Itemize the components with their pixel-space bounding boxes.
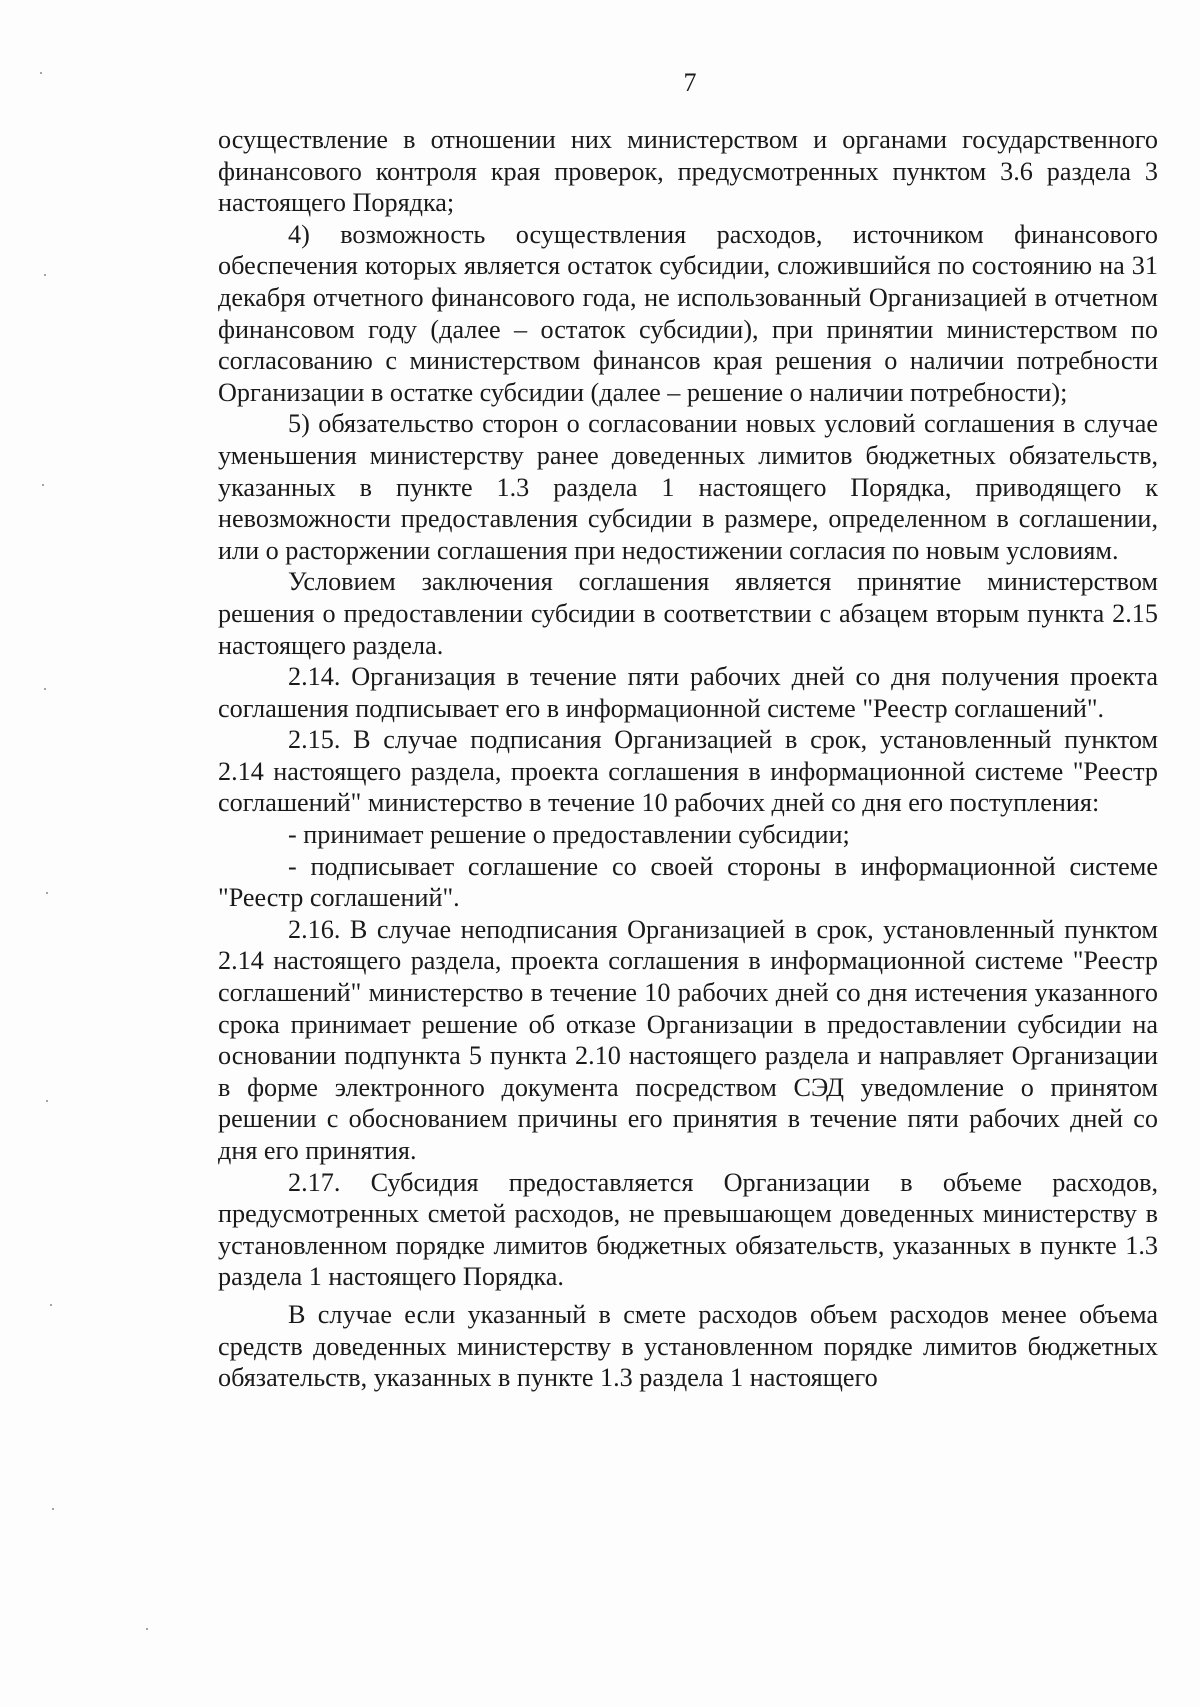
page-number: 7 (683, 68, 697, 97)
paragraph-2-17: 2.17. Субсидия предоставляется Организации в объеме расходов, предусмотренных сметой расходов, не превышающем доведенных министерству в установленном порядке лимитов бюджетных обязательств, указанных в пункте 1.3 раздела 1 настоящего Порядка. (218, 1167, 1158, 1292)
paragraph-2-15: 2.15. В случае подписания Организацией в срок, установленный пунктом 2.14 настоящего раздела, проекта соглашения в информационной системе "Реестр соглашений" министерство в течение 10 рабочих дней со дня его поступления: (218, 725, 1158, 818)
document-body (218, 124, 1158, 1394)
paragraph-item-4: 4) возможность осуществления расходов, источником финансового обеспечения которых является остаток субсидии, сложившийся по состоянию на 31 декабря отчетного финансового года, не использованный Организацией в отчетном финансовом году (далее – остаток субсидии), при принятии министерством по согласованию с министерством финансов края решения о наличии потребности Организации в остатке субсидии (далее – решение о наличии потребности); (218, 219, 1158, 407)
list-item-decision: - принимает решение о предоставлении субсидии; (288, 820, 850, 850)
list-item-sign: - подписывает соглашение со своей стороны в информационной системе "Реестр соглашений". (218, 851, 1158, 913)
paragraph-condition: Условием заключения соглашения является принятие министерством решения о предоставлении субсидии в соответствии с абзацем вторым пункта 2.15 настоящего раздела. (218, 567, 1158, 660)
paragraph-case: В случае если указанный в смете расходов объем расходов менее объема средств доведенных министерству в установленном порядке лимитов бюджетных обязательств, указанных в пункте 1.3 раздела 1 настоящего (218, 1299, 1158, 1393)
paragraph-item-5: 5) обязательство сторон о согласовании новых условий соглашения в случае уменьшения министерству ранее доведенных лимитов бюджетных обязательств, указанных в пункте 1.3 раздела 1 настоящего Порядка, приводящего к невозможности предоставления субсидии в размере, определенном в соглашении, или о расторжении соглашения при недостижении согласия по новым условиям. (218, 409, 1158, 565)
paragraph-2-16: 2.16. В случае неподписания Организацией в срок, установленный пунктом 2.14 настоящего раздела, проекта соглашения в информационной системе "Реестр соглашений" министерство в течение 10 рабочих дней со дня истечения указанного срока принимает решение об отказе Организации в предоставлении субсидии на основании подпункта 5 пункта 2.10 настоящего раздела и направляет Организации в форме электронного документа посредством СЭД уведомление о принятом решении с обоснованием причины его принятия в течение пяти рабочих дней со дня его принятия. (218, 914, 1158, 1165)
paragraph-2-14: 2.14. Организация в течение пяти рабочих дней со дня получения проекта соглашения подписывает его в информационной системе "Реестр соглашений". (218, 662, 1158, 723)
paragraph-continuation: осуществление в отношении них министерством и органами государственного финансового контроля края проверок, предусмотренных пунктом 3.6 раздела 3 настоящего Порядка; (218, 125, 1158, 218)
